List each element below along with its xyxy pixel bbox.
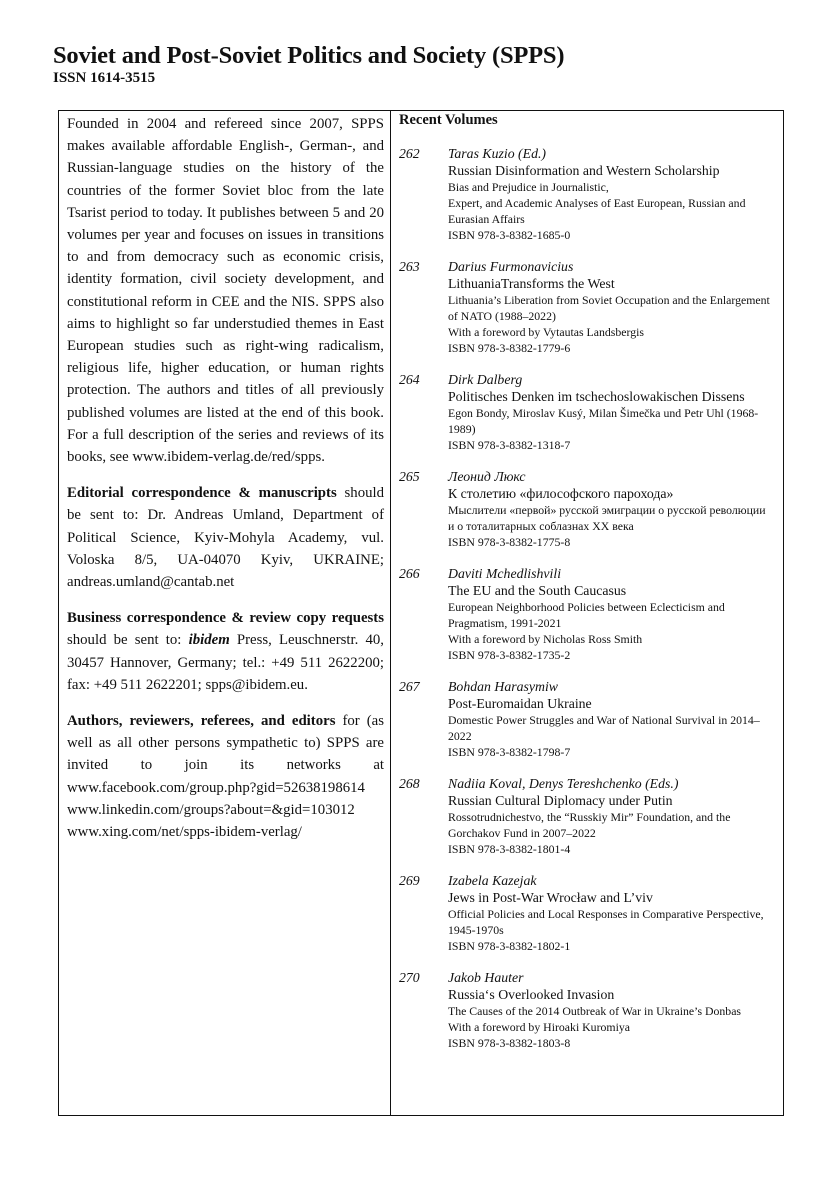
authors-label: Authors, reviewers, referees, and editors	[67, 713, 336, 730]
volume-title: К столетию «философского парохода»	[448, 486, 674, 501]
volume-title: Russian Cultural Diplomacy under Putin	[448, 793, 673, 808]
volume-number: 270	[399, 970, 420, 985]
volume-author: Izabela Kazejak	[448, 873, 537, 888]
volume-number: 263	[399, 259, 420, 274]
volume-subtitle: Expert, and Academic Analyses of East European, Russian and Eurasian Affairs	[448, 196, 746, 226]
volume-title: The EU and the South Caucasus	[448, 583, 627, 598]
volume-subtitle: Lithuania’s Liberation from Soviet Occupation and the Enlargement of NATO (1988–2022)	[448, 293, 770, 323]
volume-entry	[399, 969, 774, 1051]
page-title: Soviet and Post-Soviet Politics and Society (SPPS)	[53, 42, 565, 69]
volume-number: 269	[399, 873, 420, 888]
recent-volumes-heading: Recent Volumes	[399, 112, 498, 128]
volume-subtitle: With a foreword by Nicholas Ross Smith	[448, 632, 643, 646]
volume-subtitle: Мыслители «первой» русской эмиграции о русской революции и о тоталитарных соблазнах ХХ века	[448, 503, 766, 533]
volume-number: 266	[399, 566, 420, 581]
volume-subtitle: European Neighborhood Policies between Eclecticism and Pragmatism, 1991-2021	[448, 600, 725, 630]
business-label: Business correspondence & review copy requests	[67, 610, 384, 627]
volume-number: 268	[399, 776, 420, 791]
volume-isbn: ISBN 978-3-8382-1801-4	[448, 842, 571, 856]
volume-isbn: ISBN 978-3-8382-1779-6	[448, 341, 571, 355]
volume-entry	[399, 565, 774, 663]
volume-number: 265	[399, 469, 420, 484]
recent-volumes-column	[399, 112, 774, 1066]
business-paragraph	[67, 607, 384, 696]
volume-subtitle: Bias and Prejudice in Journalistic,	[448, 180, 609, 194]
volume-title: Jews in Post-War Wrocław and L’viv	[448, 890, 653, 905]
volume-author: Bohdan Harasymiw	[448, 679, 558, 694]
volume-isbn: ISBN 978-3-8382-1798-7	[448, 745, 571, 759]
volume-number: 267	[399, 679, 420, 694]
volume-subtitle: With a foreword by Hiroaki Kuromiya	[448, 1020, 630, 1034]
volume-entry	[399, 872, 774, 954]
volume-isbn: ISBN 978-3-8382-1775-8	[448, 535, 571, 549]
volume-entry	[399, 145, 774, 243]
volume-title: Politisches Denken im tschechoslowakischen Dissens	[448, 389, 745, 404]
volume-subtitle: Egon Bondy, Miroslav Kusý, Milan Šimečka und Petr Uhl (1968-1989)	[448, 406, 759, 436]
volume-entry	[399, 258, 774, 356]
volume-subtitle: Official Policies and Local Responses in Comparative Perspective, 1945-1970s	[448, 907, 764, 937]
volume-subtitle: Rossotrudnichestvo, the “Russkiy Mir” Foundation, and the Gorchakov Fund in 2007–2022	[448, 810, 731, 840]
volume-title: Post-Euromaidan Ukraine	[448, 696, 592, 711]
issn: ISSN 1614-3515	[53, 70, 156, 86]
volume-title: LithuaniaTransforms the West	[448, 276, 615, 291]
volume-subtitle: Domestic Power Struggles and War of National Survival in 2014–2022	[448, 713, 760, 743]
volume-entry	[399, 678, 774, 760]
volume-author: Jakob Hauter	[448, 970, 524, 985]
business-press: ibidem	[188, 632, 230, 649]
authors-text: for (as well as all other persons sympathetic to) SPPS are invited to join its networks at www.facebook.com/group.php?gid=52638198614 www.linkedin.com/groups?about=&gid=103012 www.xing.com/net/spps-ibidem-verlag/	[67, 713, 384, 841]
volume-number: 262	[399, 146, 420, 161]
volume-author: Darius Furmonavicius	[448, 259, 574, 274]
editorial-paragraph	[67, 482, 384, 593]
volume-list	[399, 145, 774, 1051]
volume-subtitle: The Causes of the 2014 Outbreak of War in Ukraine’s Donbas	[448, 1004, 742, 1018]
business-text: Press, Leuschnerstr. 40, 30457 Hannover, Germany; tel.: +49 511 2622200; fax: +49 511 2622201; spps@ibidem.eu.	[67, 632, 384, 693]
volume-isbn: ISBN 978-3-8382-1735-2	[448, 648, 571, 662]
volume-author: Nadiia Koval, Denys Tereshchenko (Eds.)	[448, 776, 679, 791]
volume-isbn: ISBN 978-3-8382-1318-7	[448, 438, 571, 452]
volume-author: Taras Kuzio (Ed.)	[448, 146, 547, 161]
volume-author: Леонид Люкс	[448, 469, 526, 484]
volume-number: 264	[399, 372, 420, 387]
volume-entry	[399, 371, 774, 453]
editorial-text: should be sent to: Dr. Andreas Umland, Department of Political Science, Kyiv-Mohyla Academy, vul. Voloska 8/5, UA-04070 Kyiv, UKRAINE; andreas.umland@cantab.net	[67, 485, 384, 591]
volume-subtitle: With a foreword by Vytautas Landsbergis	[448, 325, 644, 339]
series-info-column	[67, 113, 384, 857]
volume-isbn: ISBN 978-3-8382-1685-0	[448, 228, 571, 242]
volume-isbn: ISBN 978-3-8382-1803-8	[448, 1036, 571, 1050]
volume-isbn: ISBN 978-3-8382-1802-1	[448, 939, 571, 953]
volume-author: Daviti Mchedlishvili	[448, 566, 562, 581]
volume-title: Russian Disinformation and Western Scholarship	[448, 163, 720, 178]
column-divider	[390, 110, 391, 1116]
volume-title: Russia‘s Overlooked Invasion	[448, 987, 615, 1002]
volume-author: Dirk Dalberg	[448, 372, 523, 387]
editorial-label: Editorial correspondence & manuscripts	[67, 485, 337, 502]
business-mid: should be sent to:	[67, 632, 189, 649]
volume-entry	[399, 775, 774, 857]
volume-entry	[399, 468, 774, 550]
series-intro: Founded in 2004 and refereed since 2007, SPPS makes available affordable English-, German-, and Russian-language studies on the history of the countries of the former Soviet bloc from the late Tsarist period to today. It publishes between 5 and 20 volumes per year and focuses on issues in transitions to and from democracy such as economic crisis, identity formation, civil society development, and constitutional reform in CEE and the NIS. SPPS also aims to highlight so far understudied themes in East European studies such as right-wing radicalism, religious life, higher education, or human rights protection. The authors and titles of all previously published volumes are listed at the end of this book. For a full description of the series and reviews of its books, see www.ibidem-verlag.de/red/spps.	[67, 116, 384, 466]
authors-paragraph	[67, 710, 384, 843]
